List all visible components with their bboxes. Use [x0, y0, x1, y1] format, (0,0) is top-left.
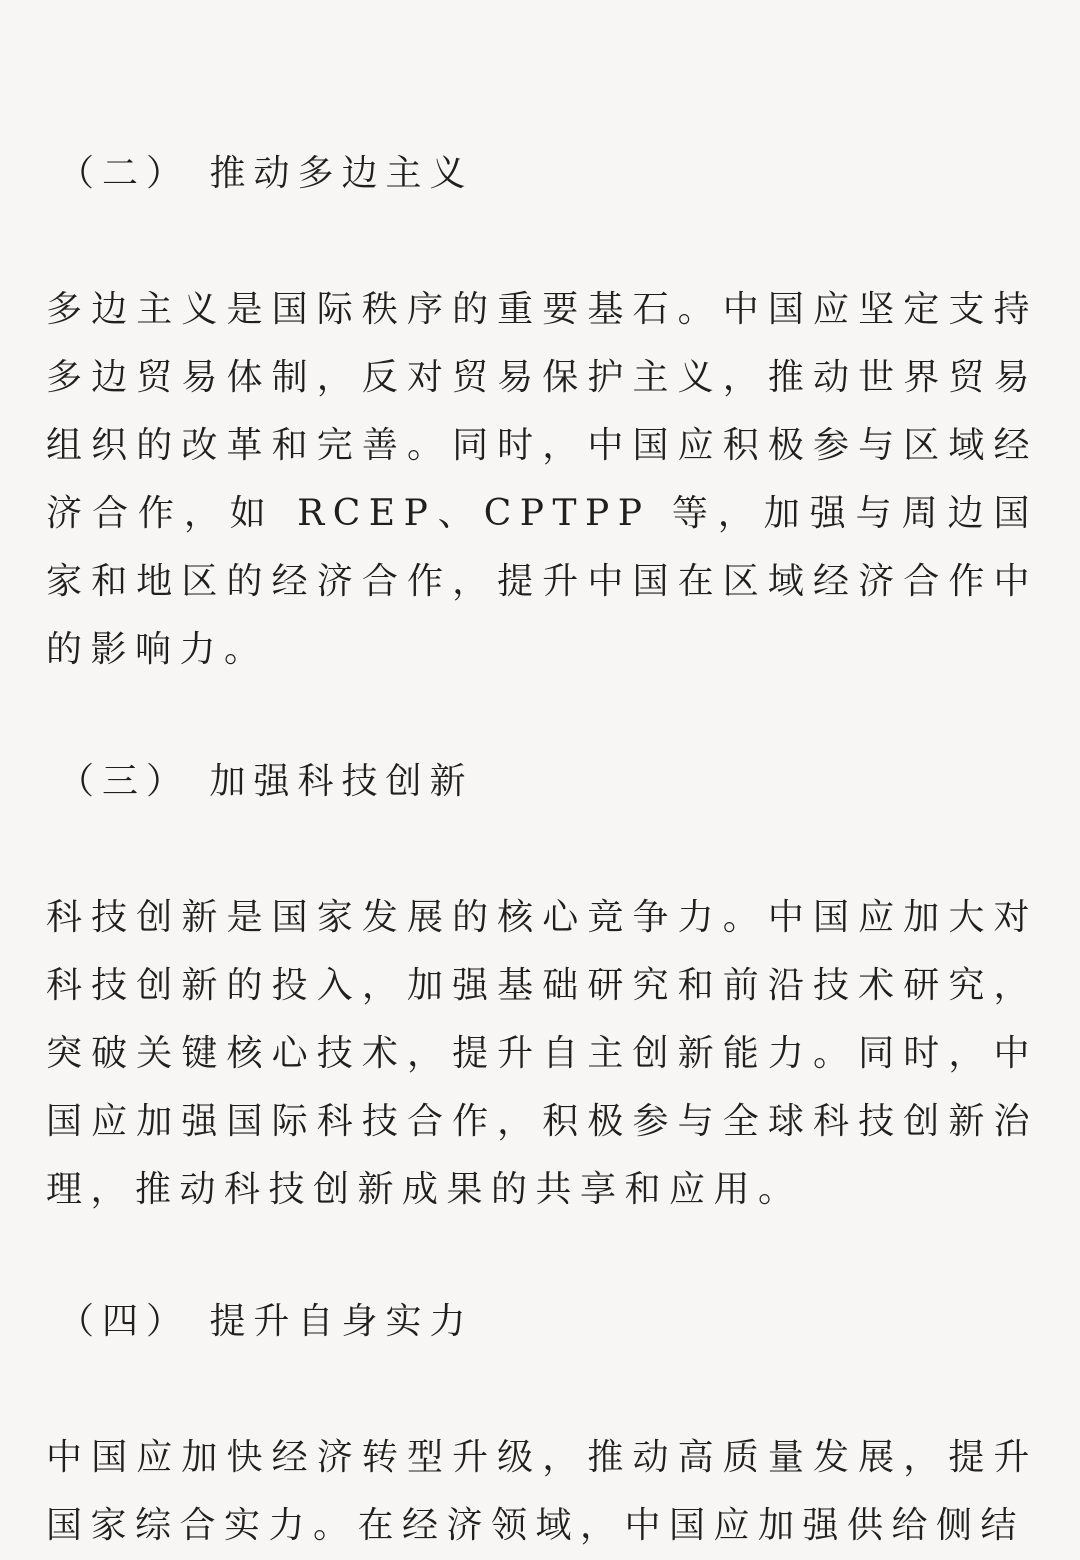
- section-body-3: 科技创新是国家发展的核心竞争力。中国应加大对科技创新的投入，加强基础研究和前沿技术研究，突破关键核心技术，提升自主创新能力。同时，中国应加强国际科技合作，积极参与全球科技创新治理，推动科技创新成果的共享和应用。: [46, 897, 1038, 1210]
- section-body-4: 中国应加快经济转型升级，推动高质量发展，提升国家综合实力。在经济领域，中国应加强供给侧结: [46, 1437, 1038, 1546]
- section-body-2: 多边主义是国际秩序的重要基石。中国应坚定支持多边贸易体制，反对贸易保护主义，推动世界贸易组织的改革和完善。同时，中国应积极参与区域经济合作，如 RCEP、CPTPP 等，加强与周边国家和地区的经济合作，提升中国在区域经济合作中的影响力。: [46, 289, 1038, 670]
- section-heading-3: （三） 加强科技创新: [58, 761, 474, 802]
- section-heading-4: （四） 提升自身实力: [58, 1301, 474, 1342]
- section-heading-2: （二） 推动多边主义: [58, 153, 474, 194]
